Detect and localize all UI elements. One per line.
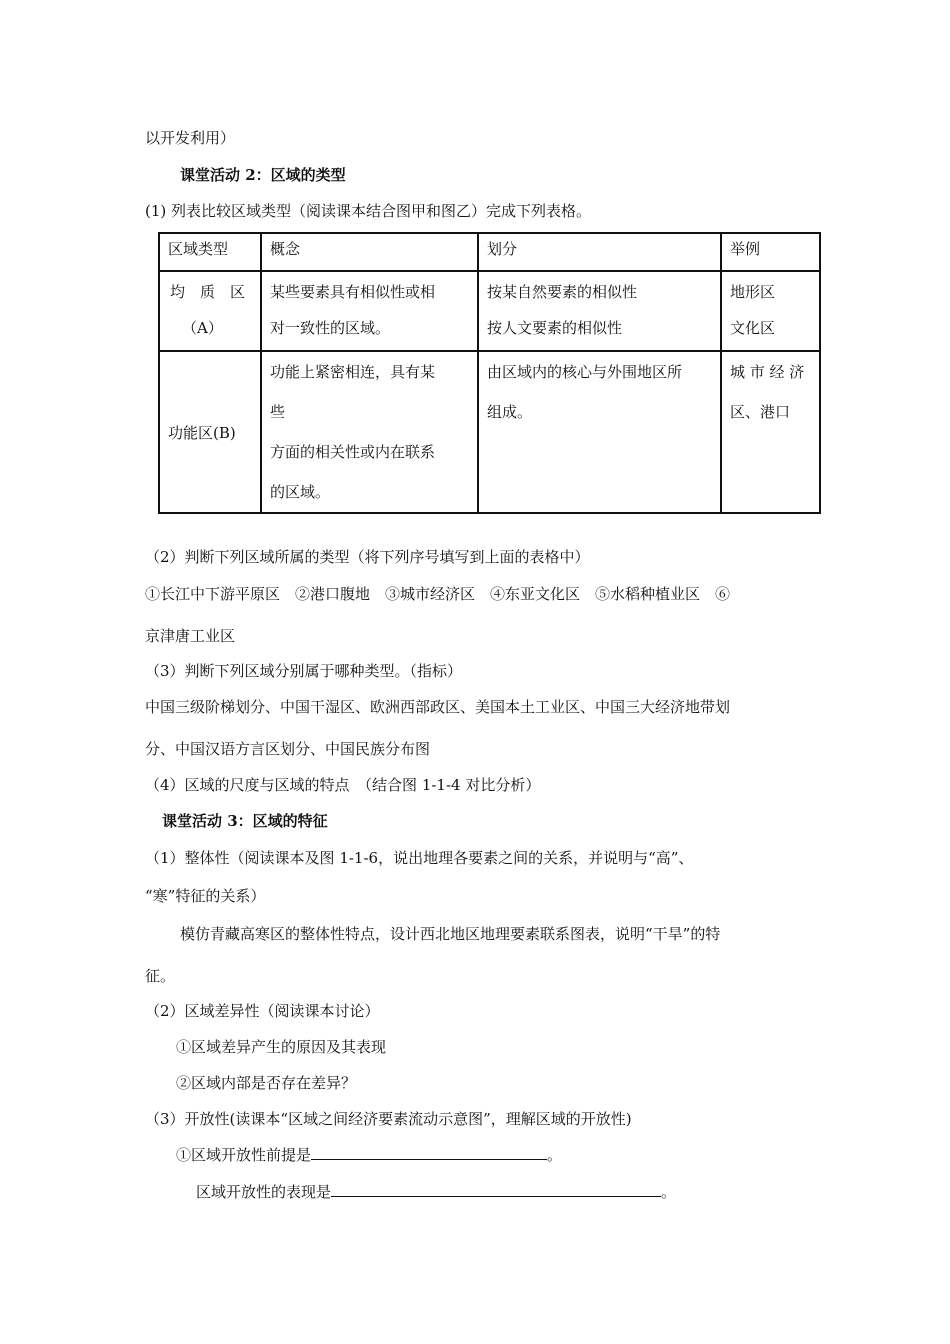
intro-tail: 以开发利用） bbox=[145, 129, 236, 147]
activity3-p2-item2: ②区域内部是否存在差异？ bbox=[176, 1074, 357, 1092]
cell-division-b bbox=[478, 351, 721, 513]
example-b-line1: 城 市 经 济 bbox=[730, 363, 805, 381]
header-division: 划分 bbox=[478, 233, 721, 271]
division-b-line2: 组成。 bbox=[487, 403, 533, 421]
activity3-p1-task-line1: 模仿青藏高寒区的整体性特点，设计西北地区地理要素联系图表，说明“干旱”的特 bbox=[180, 925, 721, 943]
cell-concept-b bbox=[261, 351, 478, 513]
table-row bbox=[159, 271, 820, 351]
activity3-title: 课堂活动 3：区域的特征 bbox=[162, 812, 328, 830]
activity3-p1-task-line2: 征。 bbox=[145, 967, 176, 985]
concept-b-line3: 方面的相关性或内在联系 bbox=[270, 443, 436, 461]
activity2-q2-items-line2: 京津唐工业区 bbox=[145, 627, 236, 645]
cell-concept-a bbox=[261, 271, 478, 351]
premise-period: 。 bbox=[547, 1146, 563, 1164]
header-region-type: 区域类型 bbox=[159, 233, 261, 271]
premise-answer-blank[interactable] bbox=[311, 1145, 547, 1160]
concept-a-line2: 对一致性的区域。 bbox=[270, 319, 391, 337]
example-a-line2: 文化区 bbox=[730, 319, 776, 337]
activity2-title: 课堂活动 2：区域的类型 bbox=[180, 166, 346, 184]
concept-a-line1: 某些要素具有相似性或相 bbox=[270, 283, 436, 301]
concept-b-line1: 功能上紧密相连，具有某 bbox=[270, 363, 436, 381]
example-a-line1: 地形区 bbox=[730, 283, 776, 301]
activity2-q3-items-line2: 分、中国汉语方言区划分、中国民族分布图 bbox=[145, 740, 431, 758]
concept-b-line2: 些 bbox=[270, 403, 286, 421]
activity3-p2-item1: ①区域差异产生的原因及其表现 bbox=[176, 1038, 387, 1056]
division-a-line2: 按人文要素的相似性 bbox=[487, 319, 623, 337]
table-row bbox=[159, 351, 820, 513]
cell-type-a bbox=[159, 271, 261, 351]
activity2-q2-items-line1: ①长江中下游平原区 ②港口腹地 ③城市经济区 ④东亚文化区 ⑤水稻种植业区 ⑥ bbox=[145, 585, 731, 603]
region-type-table bbox=[158, 232, 821, 514]
cell-division-a bbox=[478, 271, 721, 351]
cell-example-a bbox=[721, 271, 820, 351]
activity2-q3: （3）判断下列区域分别属于哪种类型。（指标） bbox=[145, 662, 463, 680]
manifestation-label: 区域开放性的表现是 bbox=[196, 1183, 332, 1201]
header-example: 举例 bbox=[721, 233, 820, 271]
type-a-line1: 均 质 区 bbox=[170, 283, 246, 301]
activity2-q1: (1) 列表比较区域类型（阅读课本结合图甲和图乙）完成下列表格。 bbox=[145, 202, 592, 220]
table-header-row bbox=[159, 233, 820, 271]
activity3-p3: （3）开放性(读课本“区域之间经济要素流动示意图”，理解区域的开放性) bbox=[145, 1110, 632, 1128]
activity3-p2: （2）区域差异性（阅读课本讨论） bbox=[145, 1002, 380, 1020]
cell-example-b bbox=[721, 351, 820, 513]
activity3-p3-item2 bbox=[196, 1181, 676, 1202]
activity2-q3-items-line1: 中国三级阶梯划分、中国干湿区、欧洲西部政区、美国本土工业区、中国三大经济地带划 bbox=[145, 698, 731, 716]
activity2-q4: （4）区域的尺度与区域的特点 （结合图 1-1-4 对比分析） bbox=[145, 776, 541, 794]
manifestation-period: 。 bbox=[661, 1183, 677, 1201]
manifestation-answer-blank[interactable] bbox=[331, 1182, 661, 1197]
cell-type-b: 功能区(B) bbox=[159, 351, 261, 513]
division-a-line1: 按某自然要素的相似性 bbox=[487, 283, 638, 301]
type-a-line2: （A） bbox=[182, 319, 223, 337]
concept-b-line4: 的区域。 bbox=[270, 483, 331, 501]
header-concept: 概念 bbox=[261, 233, 478, 271]
division-b-line1: 由区域内的核心与外围地区所 bbox=[487, 363, 683, 381]
premise-label: ①区域开放性前提是 bbox=[176, 1146, 312, 1164]
activity3-p1-line1: （1）整体性（阅读课本及图 1-1-6，说出地理各要素之间的关系，并说明与“高”、 bbox=[145, 849, 694, 867]
activity3-p3-item1 bbox=[176, 1144, 562, 1165]
activity3-p1-line2: “寒”特征的关系） bbox=[145, 887, 266, 905]
activity2-q2: （2）判断下列区域所属的类型（将下列序号填写到上面的表格中） bbox=[145, 548, 590, 566]
example-b-line2: 区、港口 bbox=[730, 403, 791, 421]
